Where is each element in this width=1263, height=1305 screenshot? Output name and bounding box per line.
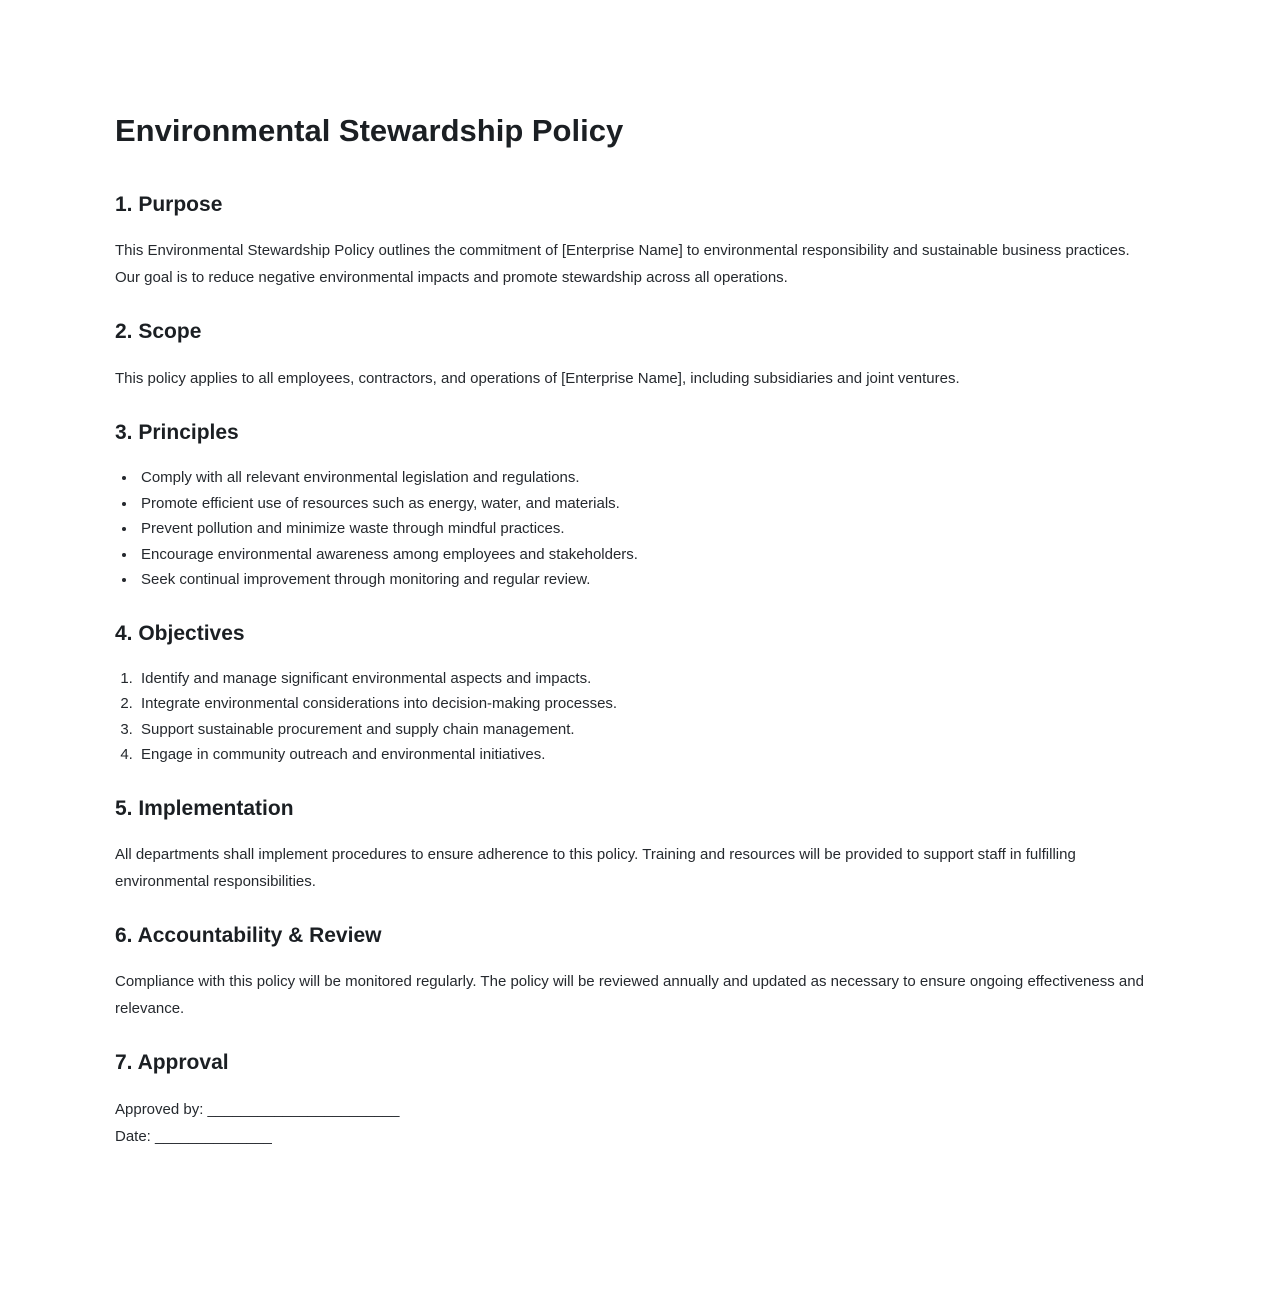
section-heading-approval: 7. Approval (115, 1051, 229, 1075)
list-item: • Encourage environmental awareness among employees and stakeholders. (137, 542, 1148, 568)
approval-signature-block (115, 1096, 1148, 1150)
date-line: Date: ______________ (115, 1127, 272, 1145)
section-implementation (115, 795, 1148, 895)
section-heading-implementation: 5. Implementation (115, 796, 294, 820)
implementation-paragraph: All departments shall implement procedures to ensure adherence to this policy. Training and resources will be provided to support staff in fulfilling environmental responsibilities. (115, 846, 1076, 891)
section-heading-accountability-review: 6. Accountability & Review (115, 924, 382, 948)
list-item: 4. Engage in community outreach and environmental initiatives. (137, 742, 1148, 768)
section-accountability-review (115, 922, 1148, 1022)
document-title: Environmental Stewardship Policy (115, 113, 624, 148)
section-heading-scope: 2. Scope (115, 320, 202, 344)
section-heading-purpose: 1. Purpose (115, 193, 223, 217)
section-purpose (115, 191, 1148, 291)
principles-list (115, 465, 1148, 593)
section-heading-principles: 3. Principles (115, 420, 239, 444)
list-item: 2. Integrate environmental considerations into decision-making processes. (137, 691, 1148, 717)
scope-paragraph: This policy applies to all employees, contractors, and operations of [Enterprise Name], including subsidiaries and joint ventures. (115, 369, 960, 387)
approved-by-line: Approved by: _______________________ (115, 1100, 400, 1118)
section-heading-objectives: 4. Objectives (115, 621, 245, 645)
list-item: • Promote efficient use of resources such as energy, water, and materials. (137, 491, 1148, 517)
section-objectives (115, 620, 1148, 768)
list-item: • Comply with all relevant environmental legislation and regulations. (137, 465, 1148, 491)
list-item: 3. Support sustainable procurement and supply chain management. (137, 717, 1148, 743)
list-item: • Seek continual improvement through monitoring and regular review. (137, 567, 1148, 593)
section-scope (115, 318, 1148, 391)
section-approval (115, 1049, 1148, 1149)
purpose-paragraph: This Environmental Stewardship Policy outlines the commitment of [Enterprise Name] to environmental responsibility and sustainable business practices. Our goal is to reduce negative environmental impacts and promote stewardship across all operations. (115, 242, 1130, 287)
objectives-list (115, 666, 1148, 768)
list-item: 1. Identify and manage significant environmental aspects and impacts. (137, 666, 1148, 692)
accountability-paragraph: Compliance with this policy will be monitored regularly. The policy will be reviewed annually and updated as necessary to ensure ongoing effectiveness and relevance. (115, 973, 1144, 1018)
list-item: • Prevent pollution and minimize waste through mindful practices. (137, 516, 1148, 542)
section-principles (115, 419, 1148, 593)
